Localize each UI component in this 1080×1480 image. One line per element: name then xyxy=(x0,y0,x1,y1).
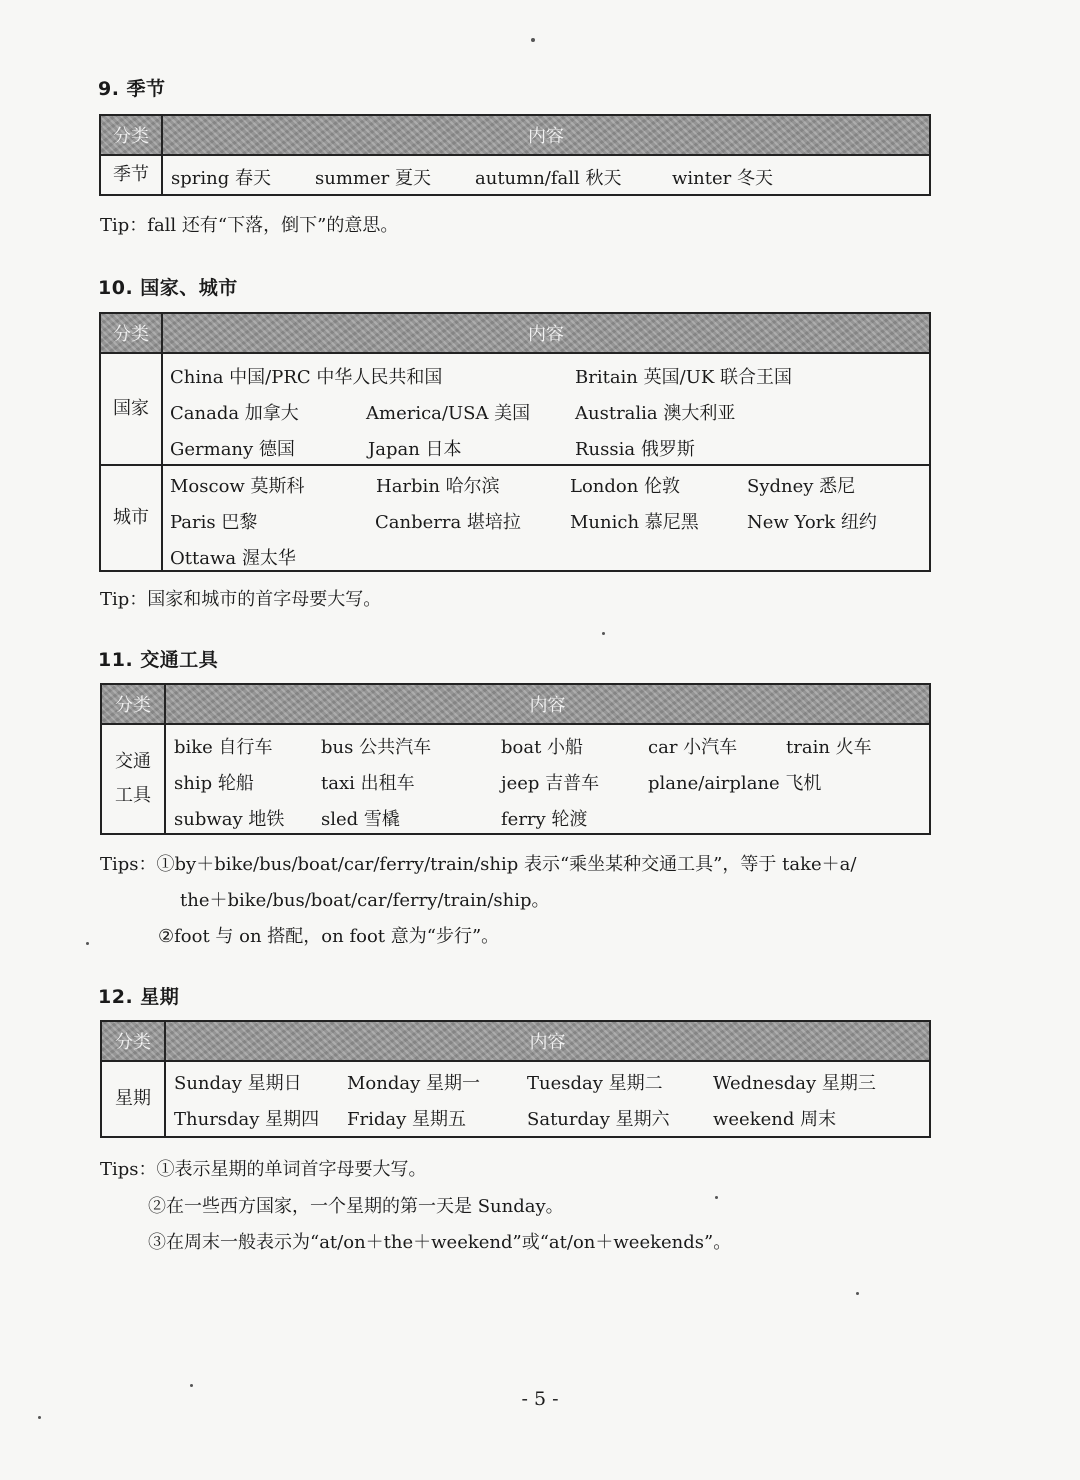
tip-text: ③在周末一般表示为“at/on＋the＋weekend”或“at/on＋weekends”。 xyxy=(148,1232,732,1253)
transport-table xyxy=(100,683,931,835)
content-cell xyxy=(165,1061,930,1137)
table-header-content: 内容 xyxy=(162,115,930,155)
vocab-item: China 中国/PRC 中华人民共和国 xyxy=(170,367,443,388)
content-cell-cities xyxy=(162,465,930,571)
vocab-item: Britain 英国/UK 联合王国 xyxy=(575,367,793,388)
vocab-item: Munich 慕尼黑 xyxy=(570,512,699,533)
vocab-item: Canada 加拿大 xyxy=(170,403,299,424)
vocab-item: Paris 巴黎 xyxy=(170,512,258,533)
vocab-item: Wednesday 星期三 xyxy=(713,1073,876,1094)
tip-text: Tips：①表示星期的单词首字母要大写。 xyxy=(100,1159,427,1180)
vocab-item: Tuesday 星期二 xyxy=(527,1073,663,1094)
vocab-item: ship 轮船 xyxy=(174,773,254,794)
section-title-countries-cities: 10. 国家、城市 xyxy=(98,277,238,299)
vocab-item: spring 春天 xyxy=(171,168,271,189)
vocab-item: boat 小船 xyxy=(501,737,584,758)
table-header-content: 内容 xyxy=(165,1021,930,1061)
scan-speck xyxy=(38,1416,41,1419)
seasons-table xyxy=(99,114,931,196)
tip-text: Tip：国家和城市的首字母要大写。 xyxy=(100,589,382,610)
vocab-item: subway 地铁 xyxy=(174,809,285,830)
vocab-item: Sunday 星期日 xyxy=(174,1073,302,1094)
weekdays-table xyxy=(100,1020,931,1138)
section-title-seasons: 9. 季节 xyxy=(98,78,166,100)
countries-cities-table xyxy=(99,312,931,572)
content-cell xyxy=(165,724,930,834)
tip-text: the＋bike/bus/boat/car/ferry/train/ship。 xyxy=(180,890,550,911)
vocab-item: Thursday 星期四 xyxy=(174,1109,320,1130)
category-line: 交通 xyxy=(115,751,151,772)
vocab-item: Saturday 星期六 xyxy=(527,1109,670,1130)
table-header-content: 内容 xyxy=(165,684,930,724)
vocab-item: Australia 澳大利亚 xyxy=(575,403,736,424)
vocab-item: Japan 日本 xyxy=(368,439,462,460)
scan-speck xyxy=(715,1196,718,1199)
vocab-item: weekend 周末 xyxy=(713,1109,837,1130)
category-cell: 季节 xyxy=(100,155,162,195)
vocab-item: New York 纽约 xyxy=(747,512,877,533)
vocab-item: winter 冬天 xyxy=(672,168,773,189)
vocab-item: Germany 德国 xyxy=(170,439,295,460)
vocab-item: Moscow 莫斯科 xyxy=(170,476,305,497)
category-cell xyxy=(101,724,165,834)
vocab-item: jeep 吉普车 xyxy=(501,773,600,794)
table-header-category: 分类 xyxy=(101,1021,165,1061)
vocab-item: plane/airplane 飞机 xyxy=(648,773,822,794)
vocab-item: ferry 轮渡 xyxy=(501,809,588,830)
table-header-category: 分类 xyxy=(101,684,165,724)
vocab-item: bus 公共汽车 xyxy=(321,737,432,758)
table-header-content: 内容 xyxy=(162,313,930,353)
vocab-item: summer 夏天 xyxy=(315,168,431,189)
vocab-item: Monday 星期一 xyxy=(347,1073,481,1094)
category-line: 工具 xyxy=(115,785,151,806)
vocab-item: America/USA 美国 xyxy=(366,403,531,424)
vocab-item: Russia 俄罗斯 xyxy=(575,439,695,460)
tip-text: Tips：①by＋bike/bus/boat/car/ferry/train/ship 表示“乘坐某种交通工具”，等于 take＋a/ xyxy=(100,854,857,875)
category-cell-countries: 国家 xyxy=(100,353,162,465)
scan-speck xyxy=(856,1292,859,1295)
table-header-category: 分类 xyxy=(100,313,162,353)
vocab-item: Sydney 悉尼 xyxy=(747,476,856,497)
page-number: - 5 - xyxy=(521,1388,559,1410)
vocab-item: taxi 出租车 xyxy=(321,773,415,794)
tip-text: ②在一些西方国家，一个星期的第一天是 Sunday。 xyxy=(148,1196,564,1217)
vocab-item: car 小汽车 xyxy=(648,737,738,758)
section-title-weekdays: 12. 星期 xyxy=(98,986,180,1008)
vocab-item: train 火车 xyxy=(786,737,872,758)
category-cell: 星期 xyxy=(101,1061,165,1137)
vocab-item: London 伦敦 xyxy=(570,476,681,497)
table-header-category: 分类 xyxy=(100,115,162,155)
tip-text: ②foot 与 on 搭配，on foot 意为“步行”。 xyxy=(158,926,500,947)
category-cell-cities: 城市 xyxy=(100,465,162,571)
tip-text: Tip：fall 还有“下落，倒下”的意思。 xyxy=(100,215,399,236)
scan-speck xyxy=(531,38,535,42)
section-title-transport: 11. 交通工具 xyxy=(98,649,219,671)
scan-speck xyxy=(86,942,89,945)
vocab-item: Friday 星期五 xyxy=(347,1109,466,1130)
vocab-item: Canberra 堪培拉 xyxy=(375,512,521,533)
vocab-item: autumn/fall 秋天 xyxy=(475,168,622,189)
scan-speck xyxy=(602,632,605,635)
content-cell-countries xyxy=(162,353,930,465)
scan-speck xyxy=(190,1384,193,1387)
content-cell xyxy=(162,155,930,195)
vocab-item: sled 雪橇 xyxy=(321,809,400,830)
vocab-item: Harbin 哈尔滨 xyxy=(376,476,500,497)
vocab-item: bike 自行车 xyxy=(174,737,273,758)
vocab-item: Ottawa 渥太华 xyxy=(170,548,296,569)
